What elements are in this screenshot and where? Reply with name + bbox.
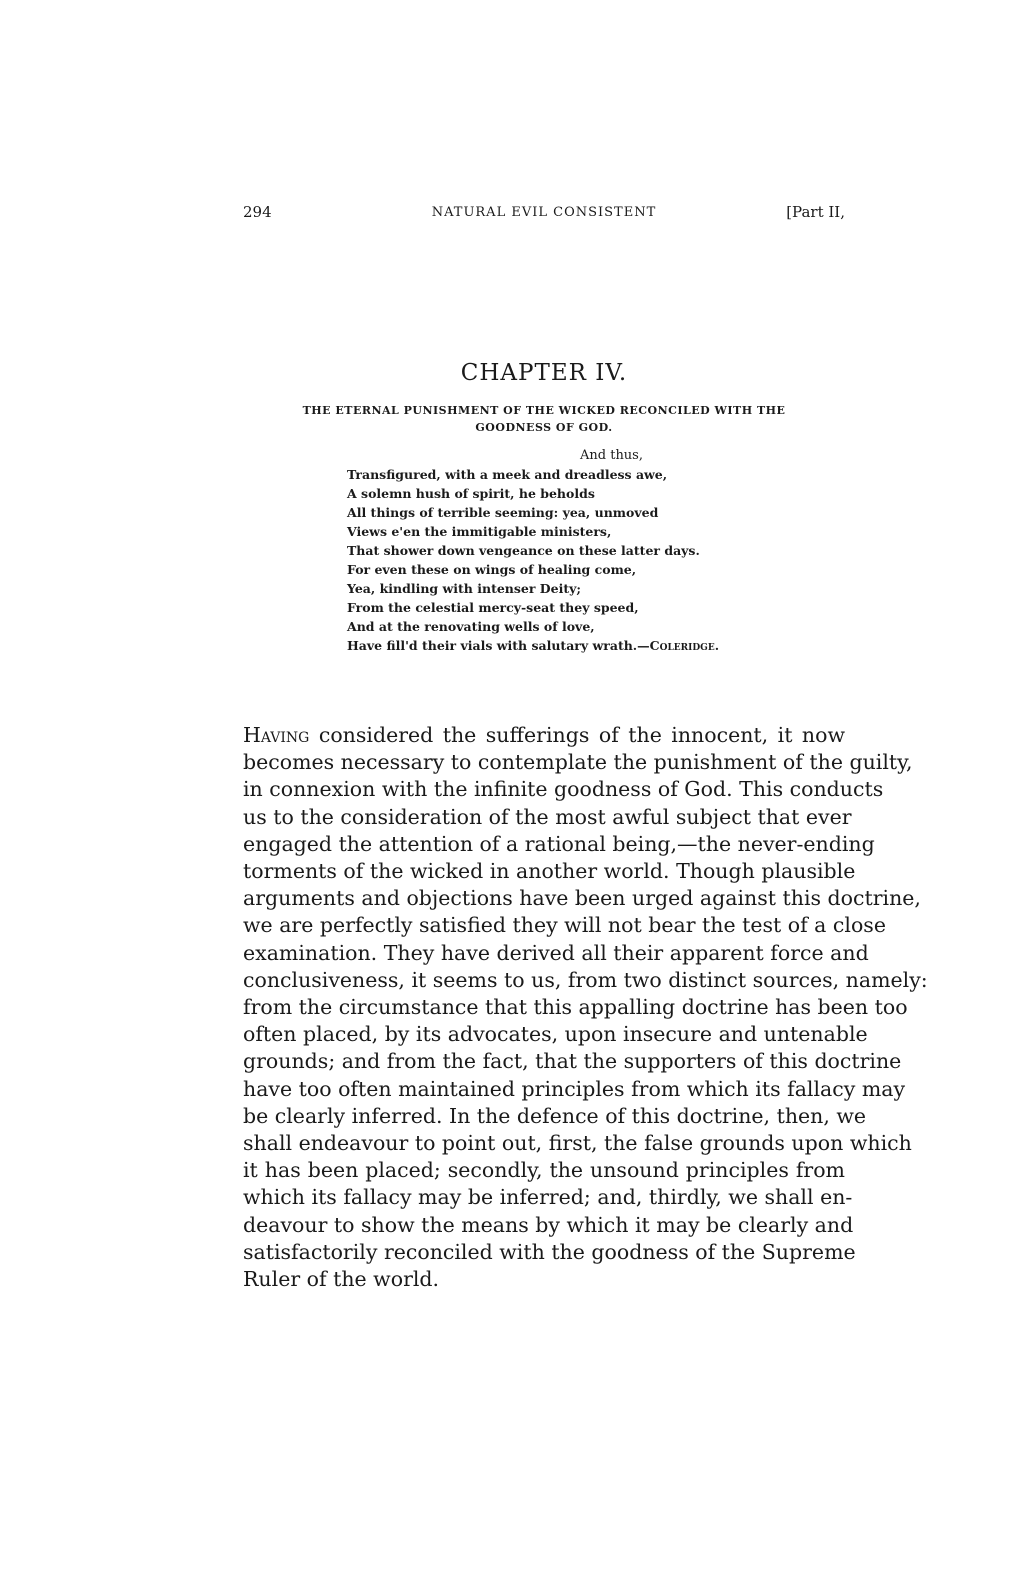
body-line: in connexion with the infinite goodness of God. This conducts [243,777,884,802]
epigraph-line: For even these on wings of healing come, [347,562,637,577]
body-line: we are perfectly satisfied they will not bear the test of a close [243,913,886,938]
epigraph-attribution: Coleridge. [649,638,720,653]
page-number: 294 [243,203,272,221]
epigraph-line-last [347,636,719,655]
body-line: it has been placed; secondly, the unsound principles from [243,1158,845,1183]
body-line: be clearly inferred. In the defence of this doctrine, then, we [243,1103,867,1128]
epigraph-line: A solemn hush of spirit, he beholds [347,486,595,501]
epigraph-line: That shower down vengeance on these latter days. [347,543,700,558]
body-line: arguments and objections have been urged against this doctrine, [243,886,921,911]
body-line: becomes necessary to contemplate the punishment of the guilty, [243,750,913,775]
body-line: torments of the wicked in another world. Though plausible [243,859,856,884]
body-line: which its fallacy may be inferred; and, thirdly, we shall en- [243,1185,853,1210]
body-line: us to the consideration of the most awful subject that ever [243,804,852,829]
body-line: shall endeavour to point out, first, the false grounds upon which [243,1131,912,1156]
running-title: NATURAL EVIL CONSISTENT [431,205,657,220]
epigraph-text: Have fill'd their vials with salutary wrath.— [347,638,650,653]
body-line: from the circumstance that this appalling doctrine has been too [243,995,908,1020]
body-line: examination. They have derived all their apparent force and [243,940,869,965]
subtitle-line: THE ETERNAL PUNISHMENT OF THE WICKED RECONCILED WITH THE [302,404,786,417]
epigraph-line: And at the renovating wells of love, [347,619,595,634]
body-line-text: considered the sufferings of the innocent, it now [309,723,845,747]
body-line: engaged the attention of a rational being,—the never-ending [243,831,875,856]
running-header [243,203,845,225]
epigraph-line: Transfigured, with a meek and dreadless awe, [347,467,668,482]
epigraph-line: From the celestial mercy-seat they speed, [347,600,639,615]
epigraph-line: And thus, [580,448,643,463]
chapter-subtitle [243,402,845,436]
body-line: Ruler of the world. [243,1267,440,1292]
body-line: deavour to show the means by which it may be clearly and [243,1212,854,1237]
body-line: often placed, by its advocates, upon insecure and untenable [243,1022,868,1047]
subtitle-line: GOODNESS OF GOD. [475,421,613,434]
body-line [243,722,845,749]
epigraph-line: Yea, kindling with intenser Deity; [347,581,582,596]
body-line: satisfactorily reconciled with the goodness of the Supreme [243,1239,856,1264]
drop-word: Having [243,723,310,747]
body-line: have too often maintained principles from which its fallacy may [243,1076,906,1101]
body-line: conclusiveness, it seems to us, from two distinct sources, namely: [243,967,928,992]
epigraph [347,446,719,655]
part-label: [Part II, [786,203,845,221]
chapter-title: CHAPTER IV. [460,360,628,386]
body-line: grounds; and from the fact, that the supporters of this doctrine [243,1049,902,1074]
body-paragraph [243,722,928,1293]
epigraph-line: All things of terrible seeming: yea, unmoved [347,505,659,520]
epigraph-line: Views e'en the immitigable ministers, [347,524,612,539]
